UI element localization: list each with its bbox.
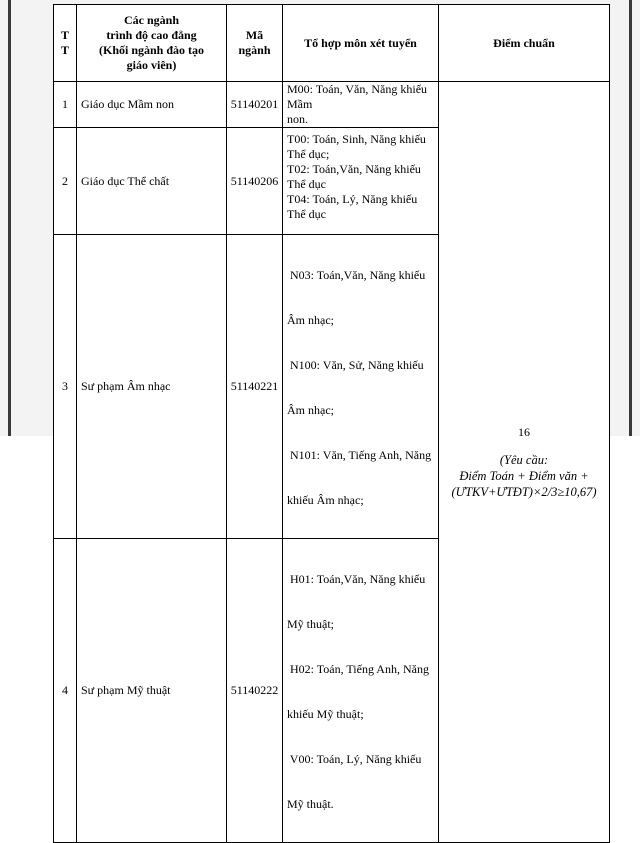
tohop-line: H01: Toán,Văn, Năng khiếu — [287, 572, 426, 586]
header-tt-line1: T — [60, 28, 69, 42]
tohop-line: V00: Toán, Lý, Năng khiếu — [287, 752, 422, 766]
header-nganh-line2: trình độ cao đẳng — [106, 28, 197, 42]
header-nganh-line1: Các ngành — [123, 13, 179, 27]
header-nganh-line3: (Khối ngành đào tạo — [98, 43, 205, 57]
tohop-line: Thể dục — [287, 177, 326, 191]
tohop-line: T04: Toán, Lý, Năng khiếu — [287, 192, 418, 206]
table-row — [54, 82, 610, 128]
row-nganh — [77, 128, 227, 235]
row-tt: 2 — [54, 128, 77, 235]
tohop-line: N101: Văn, Tiếng Anh, Năng — [287, 448, 432, 462]
row-ma: 51140206 — [227, 128, 283, 235]
tohop-line: N100: Văn, Sử, Năng khiếu — [287, 358, 424, 372]
header-ma — [227, 5, 283, 82]
header-tt — [54, 5, 77, 82]
header-diem: Điểm chuẩn — [439, 5, 610, 82]
diem-chuan-note-2: Điểm Toán + Điểm văn + — [459, 468, 589, 483]
tohop-line: Thể dục — [287, 207, 326, 221]
header-ma-line2: ngành — [238, 43, 271, 57]
tohop-line: khiếu Mỹ thuật; — [287, 707, 364, 721]
tohop-line: Âm nhạc; — [287, 313, 334, 327]
tohop-line: Mỹ thuật; — [287, 617, 334, 631]
row-tt: 3 — [54, 235, 77, 539]
row-ma: 51140201 — [227, 82, 283, 128]
row-tohop — [283, 128, 439, 235]
header-nganh — [77, 5, 227, 82]
row-tt: 4 — [54, 539, 77, 843]
row-nganh-text: Giáo dục Mầm non — [81, 97, 174, 111]
tohop-line: khiếu Âm nhạc; — [287, 493, 364, 507]
row-ma: 51140221 — [227, 235, 283, 539]
tohop-line: Thể dục; — [287, 147, 330, 161]
tohop-line: H02: Toán, Tiếng Anh, Năng — [287, 662, 429, 676]
diem-chuan-cell — [439, 82, 610, 843]
row-nganh-text: Sư phạm Âm nhạc — [81, 379, 171, 393]
row-nganh-text: Sư phạm Mỹ thuật — [81, 683, 171, 697]
row-tohop — [283, 82, 439, 128]
tohop-line: Âm nhạc; — [287, 403, 334, 417]
tohop-line: T02: Toán,Văn, Năng khiếu — [287, 162, 421, 176]
row-tt: 1 — [54, 82, 77, 128]
row-nganh — [77, 82, 227, 128]
diem-chuan-note-1: (Yêu cầu: — [499, 452, 549, 467]
tohop-line: M00: Toán, Văn, Năng khiếu Mầm — [287, 82, 428, 111]
row-tohop — [283, 235, 439, 539]
diem-chuan-value: 16 — [518, 424, 530, 439]
row-nganh — [77, 539, 227, 843]
row-tohop — [283, 539, 439, 843]
diem-chuan-note-3: (ƯTKV+ƯTĐT)×2/3≥10,67) — [451, 484, 597, 499]
header-nganh-line4: giáo viên) — [126, 58, 177, 72]
header-tt-line2: T — [60, 43, 69, 57]
admission-score-table — [53, 4, 610, 843]
header-tohop: Tổ hợp môn xét tuyển — [283, 5, 439, 82]
header-ma-line1: Mã — [245, 28, 264, 42]
row-nganh — [77, 235, 227, 539]
row-nganh-text: Giáo dục Thể chất — [81, 173, 170, 188]
tohop-line: T00: Toán, Sinh, Năng khiếu — [287, 132, 426, 146]
row-ma: 51140222 — [227, 539, 283, 843]
header-row — [54, 5, 610, 82]
tohop-line: N03: Toán,Văn, Năng khiếu — [287, 268, 426, 282]
tohop-line: Mỹ thuật. — [287, 797, 334, 811]
tohop-line: non. — [287, 112, 308, 126]
